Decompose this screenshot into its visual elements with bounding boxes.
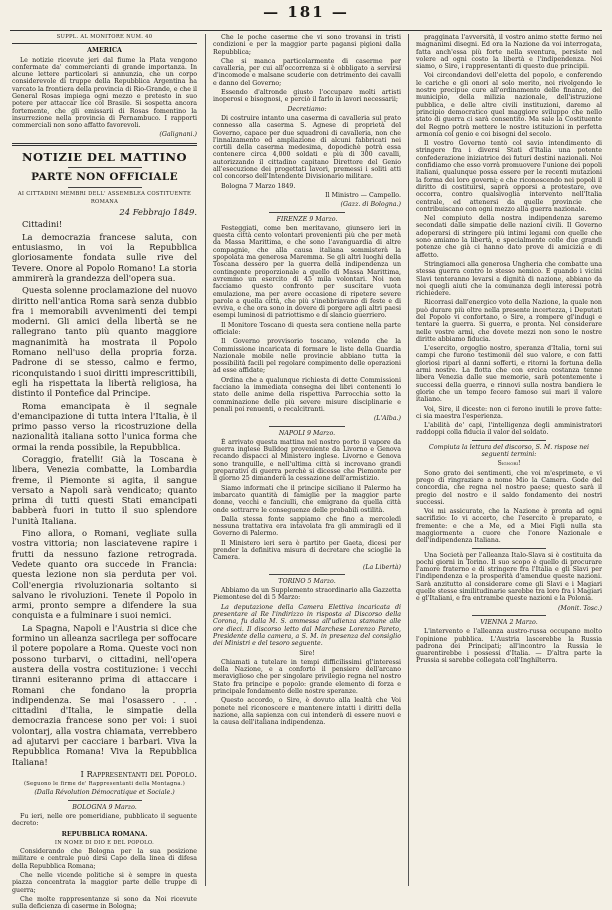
decree-paragraph: Che si manca particolarmente di caserme per cavalleria, per cui all'occorrenza si è obbligato a servirsi d'incomode e malsane scuderie con detrimento dei cavalli e danno del Governo; (213, 57, 401, 87)
napoli-heading: NAPOLI 9 Marzo. (278, 429, 336, 437)
america-heading: AMERICA (87, 47, 122, 55)
reply-paragraph: Voi mi assicurate, che la Nazione è pronta ad ogni sacrifizio: Io vi accerto, che l'esercito è preparato, e fremente: e che a Me, ed a Miei Figli nulla sta maggiormente a cuore che l'onore Nazionale e dell'indipendenza Italiana. (416, 508, 602, 545)
lead-paragraph: Fino allora, o Romani, vegliate sulla vostra vittoria; non lasciatevene rapire i frutti da nessuno fazione retrograda. Vedete quanto ora succede in Francia: questa lezione non sia perduta per voi. Coll'energia rivoluzionaria soltanto si salvano le rivoluzioni. Tenete il Popolo in armi, pronto sempre a difendere la sua conquista e a fulminare i suoi nemici. (12, 528, 197, 621)
supplement-line: SUPPL. AL MONITORE NUM. 40 (56, 34, 153, 40)
page-number: — 181 — (263, 3, 349, 21)
salutation: Cittadini! (22, 219, 63, 230)
column-3 (416, 34, 602, 890)
address-line-2: ROMANA (90, 198, 119, 205)
alba-source: (L'Alba.) (373, 415, 401, 423)
vienna-text: L'intervento e l'alleanza austro-russa occupano molto l'opinione pubblica. L'Austria lascerebbe la Russia padrona dei Principati; all'incontro la Russia le guarentirebbe i possessi d'Italia. — D'altra parte la Prussia si sarebbe collegata coll'Inghilterra. (416, 628, 602, 665)
short-rule (68, 167, 142, 168)
america-source: (Galignani.) (159, 131, 197, 139)
decree-paragraph: Che nelle vicende politiche si è sempre in questa piazza concentrata la maggior parte delle truppe di guerra; (12, 871, 197, 894)
america-text: Le notizie ricevute jeri dal fiume la Plata vengono confermate da' commercianti di grande importanza. In alcune lettere particolari si annunzia, che un corpo considerevole di truppe della Repubblica Argentina ha varcato la frontiera della provincia di Rio-Grande, e che il General Rosas impiega ogni mezzo e pretesto in suo potere per attaccar lice col Brasile. Si sospetta ancora fortemente, che gli emissarii di Rosas fomentino la insurrezione nella provincia di Pernambuco. I rapporti commerciali non sono affatto favorevoli. (12, 56, 197, 130)
torino-text: Chiamati a tutelare in tempi difficilissimi gl'interessi della Nazione, e a conforto il pensiero dell'arcano meraviglioso che per singolare privilegio regna nel nostro Stato fra principe e popolo: grande elemento di forza e principale fondamento delle nostre speranze. (213, 658, 401, 696)
completa-note: Compiuta la lettura del discorso, S. M. rispose nei seguenti termini: (428, 443, 590, 459)
signatures-note: (Seguono le firme de' Rappresentanti della Montagna.) (23, 781, 186, 788)
firenze-text: Ordina che a qualunque richiesta di dette Commissioni facciano la immediata consegna dei libri contenenti lo stato delle anime della rispettiva Parrocchia sotto la comminazione delle più severe misure disciplinarie e penali poi renuenti, o recalcitranti. (213, 376, 401, 413)
bologna-intro: Fu ieri, nelle ore pomeridiane, pubblicato il seguente decreto: (12, 813, 197, 828)
reply-paragraph: Sono grato dei sentimenti, che voi m'esprimete, e vi prego di ringraziare a nome Mio la Camera. Gode del concordia, che regna nel nostro paese; questo sarà il pregio del nostro e il saldo fondamento dei nostri successi. (416, 469, 602, 506)
address-paragraph: Ricorrasi dall'energico voto della Nazione, la quale non può durare più oltre nella presente incertezza, i Deputati del Popolo vi confortano, o Sire, a rompere gl'indugi e tentare la guerra. Si guerra, e pronta. Nel considerare nelle vostre armi, che dovete mezzi non sono le nostre diritte abbiamo fiducia. (416, 299, 602, 343)
column-divider-1 (205, 34, 206, 886)
rule (12, 43, 197, 44)
short-rule (269, 574, 344, 575)
torino-italic: La deputazione della Camera Elettiva incaricata di presentare al Re l'indirizzo in risposta al Discorso della Corona, fu dalla M. S. ammessa all'udienza stamane alle ore dieci. Il discorso letto dal Marchese Lorenzo Pareto, Presidente della camera, a S. M. in presenza del consiglio dei Ministri e del tesoro seguente. (213, 603, 401, 648)
liberta-source: (La Libertà) (362, 563, 401, 571)
napoli-text: Dalla stessa fonte sappiamo che fino a mercoledì nessuna trattativa era intavolata fra gli ammiragli ed il Governo di Palermo. (213, 515, 401, 538)
short-rule (68, 800, 142, 801)
lead-paragraph: Coraggio, fratelli! Già la Toscana è libera, Venezia combatte, la Lombardia freme, il Piemonte si agita, il sangue versato a Napoli sarà vendicato; quanto prima di tutti questi Stati emancipati babberà fuori in tutto il suo splendore l'unità Italiana. (12, 454, 197, 526)
address-paragraph: L'esercito, orgoglio nostro, speranza d'Italia, torni sui campi che furono testimonii del suo valore, e con fatti gloriosi riparì al danni sofferti, e ritorni la fortuna della armi nostre. La flotta che con ercica costanza tenne libera Venezia dalle sue memorie, sarà potentemente i successi della guerra, e rinnovi sulla nostra bandiera le glorie che un tempo fecero famoso sui mari il valore italiano. (416, 345, 602, 404)
decree-paragraph: Che molte rappresentanze si sono da Noi ricevute sulla deficienza di caserme in Bologna; (12, 895, 197, 910)
vienna-heading: VIENNA 2 Marzo. (480, 618, 538, 626)
monit-source: (Monit. Tosc.) (557, 604, 602, 612)
firenze-text: Festeggiati, come ben meritavano, giunsero ieri in questa città cento volontari provenienti più che per metà da Massa Marittima, e che sono l'avanguardia di altre compagnie, che alla causa italiana sommisterà la spopolata ma generosa Maremma. Se gli altri luoghi della Toscana dessero per la guerra della indipendenza un contingente proporzionale a quello di Massa Marittima, avremmo un esercito di 45 mila volontari. Noi non facciamo questo confronto per suscitare vuota emulazione, ma per avere occasione di ripetere severe parole a quella città, che più s'inebbriavano di feste e di evviva, e che ora sono in dovere di porgere agli altri paesi esempi luminosi di patriottismo e di slancio guerriero. (213, 224, 401, 320)
top-rule (10, 30, 602, 31)
torino-heading: TORINO 5 Marzo. (278, 577, 336, 585)
address-paragraph: L'abilità de' capi, l'intelligenza degli amministratori raddoppi colla fiducia il valor del soldato. (416, 422, 602, 437)
lead-paragraph: Roma emancipata è il segnale d'emancipazione di tutta intera l'Italia, è il primo passo verso la ricostruzione della nazionalità italiana sotto l'unica forma che ormai la renda possibile, la Repubblica. (12, 400, 197, 452)
notizie-heading: NOTIZIE DEL MATTINO (22, 149, 187, 164)
decree-paragraph: Essendo d'altronde giusto l'occupare molti artisti inoperosi e bisognosi, e perciò il farlo in lavori necessarii; (213, 89, 401, 104)
address-paragraph: Stringiamoci alla generosa Ungheria che combatte una stessa guerra contro lo stesso nemico. E quando i vicini Slavi tenteranno levarsi a dignità di nazione, abbiano da noi quegli aiuti che la comunanza degli interessi potrà richiedere. (416, 260, 602, 298)
address-paragraph: Il vostro Governo tentò col savio intendimento di stringere fra i diversi Stati d'Italia una potente confederazione iniziatrice dei futuri destini nazionali. Noi confidiamo che esso vorrà promuovere l'unione dei popoli italiani, qualunque possa essere per le recenti mutazioni la forma dei loro governi; e che riconoscendo nei popoli il diritto di costituirsi, saprà opporsi a protestare, ove occorra, contro qualsivoglia intervento nell'Italia centrale, ed attenersi da quelle provincie che contribuiscano con ogni mezzo alla guerra nazionale. (416, 140, 602, 213)
address-line-1: AI CITTADINI MEMBRI DELL' ASSEMBLEA COSTITUENTE (17, 190, 192, 197)
signature: I Rappresentanti del Popolo. (80, 768, 197, 779)
monitore-note: Il Monitore Toscano di questa sera contiene nella parte officiale: (213, 321, 401, 336)
torino-text: Abbiamo da un Supplemento straordinario alla Gazzetta Piemontese del di 5 Marzo: (213, 587, 401, 602)
decree-paragraph: Considerando che Bologna per la sua posizione militare e centrale può dirsi Capo della linea di difesa della Repubblica Romana; (12, 848, 197, 870)
lead-paragraph: La democrazia francese saluta, con entusiasmo, in voi la Repubblica gloriosamente fondata sulle rive del Tevere. Onore al Popolo Romano! La storia ammirerà la grandezza dell'opera sua. (12, 231, 197, 283)
minister-signature: Il Ministro — Campello. (325, 191, 401, 199)
lega-text: Una Società per l'alleanza Italo-Slava si è costituita da pochi giorni in Torino. Il suo scopo è quello di procurare l'amore fraterno e di stringere fra l'Italia e gli Slavi per l'indipendenza e la prosperità d'amendue queste nazioni. Sarà anzitutto al considerare come gli Slavi e i Magiari quelle stesse similitudinarie sarebbe tra loro fra i Magiari e gl'Italiani, e fra entrambe queste nazioni e la Polonia. (416, 551, 602, 603)
napoli-text: È arrivato questa mattina nel nostro porto il vapore da guerra inglese Bulldog proveniente da Livorno e Genova recando dispacci al Ministero inglese. Livorno e Genova sono tranquille, e nell'ultima città si incrovano grandi preparativi di guerra perchè si dicesse che Piemonte per il giorno 25 dimanderà la cessazione dell'armistizio. (213, 438, 401, 483)
firenze-text: Il Governo provvisorio toscano, volendo che la Commissione incaricata di formare le liste della Guardia Nazionale mobile nelle provincie abbiano tutta la possibilità facili pel regolare compimento delle operazioni ad esse affidate; (213, 338, 401, 375)
signatures-source: (Dalla Révolution Démocratique et Sociale.) (34, 789, 175, 797)
signori-salutation: Signori! (497, 460, 521, 468)
address-paragraph: Nel compiuto della nostra indipendenza saremo secondati dalle simpatie delle nazioni civili. Il Governo adoperarsi di stringere più intimi legami con quelle che sono amiamo la libertà, e specialmente colle due grandi potenze che già ci hanno dato prove di amicizia e di affetto. (416, 215, 602, 259)
double-rule (12, 143, 197, 146)
short-rule (68, 187, 142, 188)
napoli-text: Il Ministero ieri sera è partito per Gaeta, dicesi per prender la definitiva misura di decretare che scioglie la Camera. (213, 539, 401, 562)
decretiamo: Decretiamo: (287, 105, 327, 113)
decree-paragraph: Di costruire intanto una caserma di cavalleria sul prato connesso alla caserma S. Agnese di proprietà del Governo, capace per due squadroni di cavalleria, non che l'innalzamento ed ampliazione di alcuni fabbricati nei cortili della caserma medesima, dopodichè potrà essa contenere circa 4,000 soldati e più di 300 cavalli, autorizzando il cittadino capitano Direttore del Genio all'esecuzione dei progettati lavori, premessi i soliti atti col concorso dell'Intendente Divisionario militare. (213, 114, 401, 181)
short-rule (472, 440, 546, 441)
bologna-date: Bologna 7 Marzo 1849. (221, 182, 296, 190)
decree-paragraph: Che le poche caserme che vi sono trovansi in tristi condizioni e per la maggior parte pagansi pigioni dalla Repubblica; (213, 34, 401, 56)
minister-source: (Gazz. di Bologna.) (340, 201, 401, 209)
short-rule (269, 426, 344, 427)
lead-paragraph: La Spagna, Napoli e l'Austria si dice che formino un alleanza sacrilega per soffocare il potere popolare a Roma. Queste voci non possono turbarvi, o cittadini, nell'opera austera della vostra costituzione: i vecchi tiranni esiteranno prima di attaccare i Romani che fondano la propria indipendenza. Se mai l'osassero . . . cittadini d'Italia, le simpatie della democrazia francese sono per voi: i suoi volontarj, alla vostra chiamata, verrebbero ad ajutarvi per cacciare i barbari. Viva la Repubblica Romana! Viva la Repubblica Italiana! (12, 622, 197, 767)
column-divider-2 (408, 34, 409, 886)
date-line: 24 Febbrajo 1849. (119, 207, 197, 218)
torino-text: Questo accordo, o Sire, è dovuto alla lealtà che Voi ponete nel riconoscere e mantenere intatti i diritti della nazione, alla sapienza con cui intenderà di essere nuovi e la causa dell'italiana indipendenza. (213, 697, 401, 727)
repubblica-romana-heading: REPUBBLICA ROMANA. (61, 830, 148, 838)
column-2 (213, 34, 401, 890)
in-nome-line: IN NOME DI DIO E DEL POPOLO. (54, 839, 155, 846)
address-paragraph: Voi circondandovi dell'eletta del popolo, e conferendo le cariche e gli onori al solo merito, noi rivolgendo le nostre precipue cure all'ordinamento delle finanze, del municipio, della milizia nazionale, dell'istruzione pubblica, e delle altre civili instituzioni, daremo al principio democratico quel maggiore sviluppo che nello stato di guerra ci sarà consentito. Ma sale la Costituente del Regno potrà mettere le nostre istituzioni in perfetta armonia col genio e coi bisogni del secolo. (416, 72, 602, 138)
short-rule (472, 615, 546, 616)
short-rule (472, 548, 546, 549)
address-paragraph: Voi, Sire, il diceste: non ci ferono inutili le prove fatte: ci sia maestra l'esperienza. (416, 405, 602, 420)
address-paragraph: pragginata l'avversità, il vostro animo stette fermo nei magnanimi disegni. Ed ora la Nazione da voi interrogata, fatta anch'essa più forte nella sventura, persiste nel volere ad ogni costo la libertà e l'indipendenza. Noi siamo, o Sire, i rappresentanti di questo due principii. (416, 34, 602, 71)
firenze-heading: FIRENZE 9 Marzo. (276, 215, 338, 223)
bologna-heading: BOLOGNA 9 Marzo. (72, 803, 137, 811)
sire-salutation: Sire! (299, 649, 315, 657)
parte-heading: PARTE NON OFFICIALE (31, 170, 178, 183)
column-1 (12, 34, 197, 910)
napoli-text: Siamo informati che il principe siciliano il Palermo ha imbarcato quantità di famiglie per la maggior parte donne, vecchi e fanciulli, che emigrano da quella città onde sottrarre le conseguenze delle probabili ostilità. (213, 484, 401, 514)
lead-letter (12, 207, 197, 779)
short-rule (269, 212, 344, 213)
lead-paragraph: Questa solenne proclamazione del nuovo diritto nell'antica Roma sarà senza dubbio fra i memorabili avvenimenti dei tempi moderni. Gli amici della libertà se ne rallegrano tanto più quanto maggiore magnanimità ha mostrata il Popolo Romano nell'uso della propria forza. Padrone di se stesso, calmo e fermo, riconquistando i suoi diritti imprescrittibili, egli ha rispettata la libertà religiosa, ha distinto il Pontefice dal Principe. (12, 285, 197, 399)
